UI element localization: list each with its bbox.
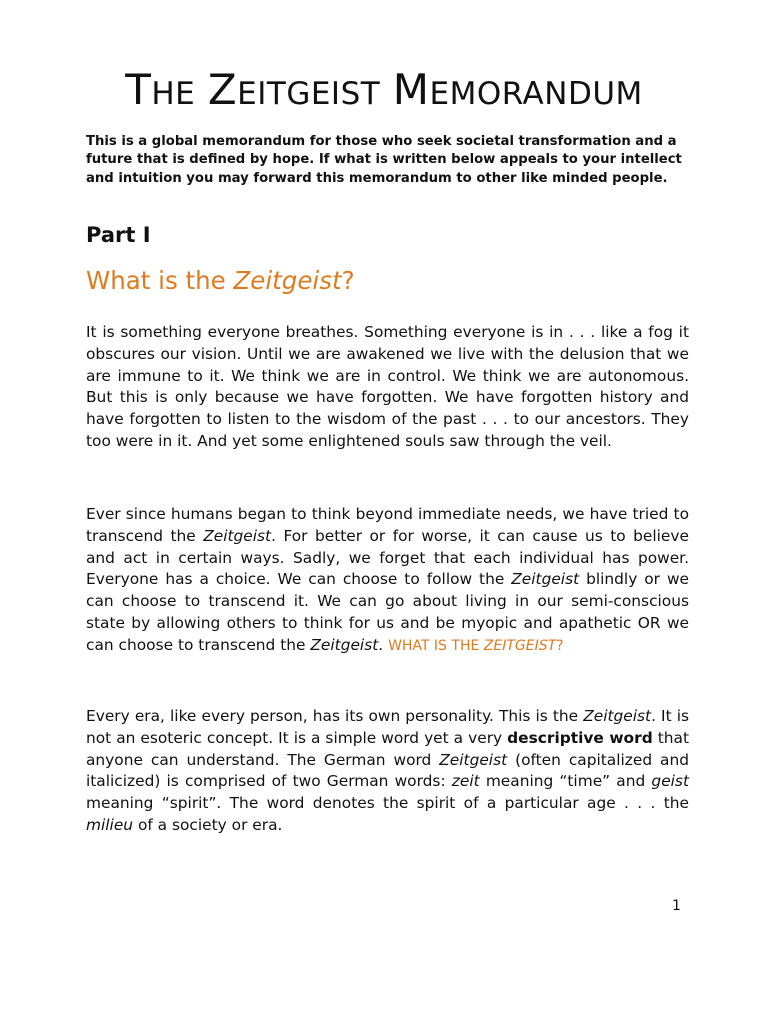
p3-text-a: Every era, like every person, has its own personality. This is the <box>86 707 584 725</box>
p3-text-c: that anyone can understand. The German word <box>86 728 689 769</box>
p3-italic-c: Zeitgeist <box>439 750 508 769</box>
heading-prefix: What is the <box>86 266 234 295</box>
paragraph-1: It is something everyone breathes. Something everyone is in . . . like a fog it obscures our vision. Until we are awakened we live with the delusion that we are immune to it. We think we are in control. We think we are autonomous. But this is only because we have forgotten. We have forgotten history and have forgotten to listen to the wisdom of the past . . . to our ancestors. They too were in it. And yet some enlightened souls saw through the veil. <box>86 323 689 450</box>
p3-italic-geist: geist <box>651 772 689 791</box>
heading-italic: Zeitgeist <box>233 266 342 295</box>
paragraph-3 <box>86 706 689 837</box>
p2-text-d: . <box>378 635 389 654</box>
part-label: Part I <box>86 223 151 247</box>
section-heading <box>86 263 355 299</box>
title-word-the: HE <box>151 76 196 112</box>
title-word-memorandum: EMORANDUM <box>429 76 643 112</box>
what-is-zeitgeist-link[interactable] <box>388 638 564 654</box>
title-word-zeitgeist: EITGEIST <box>237 76 381 112</box>
heading-suffix: ? <box>341 266 355 295</box>
link-italic: ZEITGEIST <box>483 637 557 654</box>
title-initial-z: Z <box>207 65 238 114</box>
p3-text-e: meaning “time” and <box>479 772 652 791</box>
p3-text-d: (often capitalized and italicized) is comprised of two German words: <box>86 750 689 791</box>
intro-paragraph: This is a global memorandum for those who seek societal transformation and a future that is defined by hope. If what is written below appeals to your intellect and intuition you may forward this memorandum to other like minded people. <box>86 134 682 186</box>
p3-italic-milieu: milieu <box>86 815 134 834</box>
document-title <box>0 66 768 118</box>
link-prefix: WHAT IS THE <box>388 637 484 654</box>
p2-italic-b: Zeitgeist <box>511 570 580 589</box>
p2-text-c: blindly or we can choose to transcend it. We can go about living in our semi-conscious state by allowing others to think for us and be myopic and apathetic OR we can choose to transcend the <box>86 570 689 654</box>
p3-italic-zeit: zeit <box>451 772 480 791</box>
p2-italic-c: Zeitgeist <box>310 635 379 654</box>
p3-text-g: of a society or era. <box>133 815 283 834</box>
paragraph-2 <box>86 504 689 658</box>
p3-bold-descriptive-word: descriptive word <box>507 728 653 747</box>
link-suffix: ? <box>556 637 564 654</box>
p2-italic-a: Zeitgeist <box>203 526 272 545</box>
page-number: 1 <box>672 898 681 914</box>
p2-text-b: . For better or for worse, it can cause us to believe and act in certain ways. Sadly, we forget that each individual has power. Everyone has a choice. We can choose to follow the <box>86 526 689 589</box>
title-initial-m: M <box>392 65 430 114</box>
title-initial-t: T <box>125 65 152 114</box>
p3-text-f: meaning “spirit”. The word denotes the spirit of a particular age . . . the <box>86 794 689 813</box>
p2-text-a: Ever since humans began to think beyond immediate needs, we have tried to transcend the <box>86 505 689 545</box>
p3-italic-a: Zeitgeist <box>583 707 652 725</box>
p3-text-b: . It is not an esoteric concept. It is a simple word yet a very <box>86 707 689 747</box>
